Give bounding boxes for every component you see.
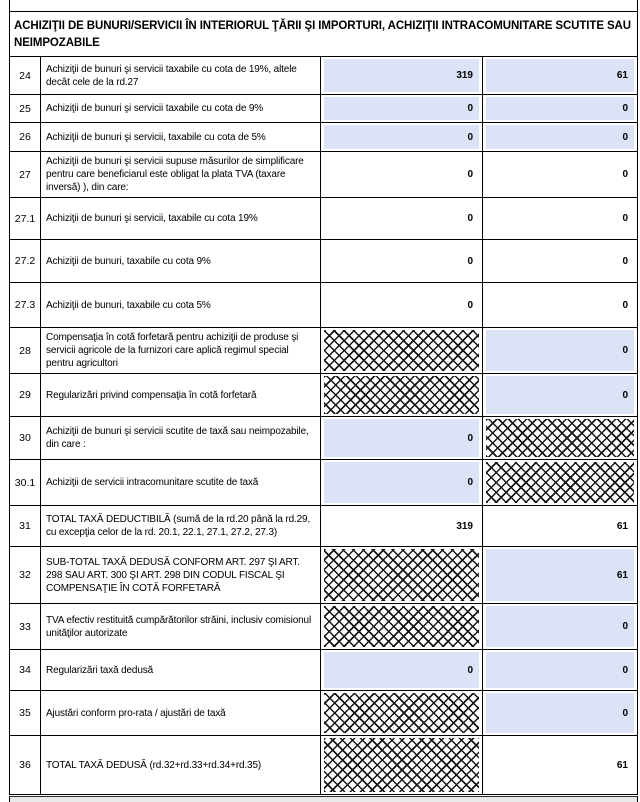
value-cell-col2 — [482, 650, 637, 690]
table-row-25 — [10, 95, 637, 123]
table-row-36 — [10, 736, 637, 795]
amount-readonly: 0 — [622, 299, 628, 311]
amount-input[interactable]: 0 — [486, 97, 634, 120]
table-row-28 — [10, 328, 637, 374]
value-cell-col1 — [321, 650, 482, 690]
table-row-30 — [10, 417, 637, 460]
next-section-strip — [9, 796, 638, 802]
table-row-29 — [10, 374, 637, 417]
value-cell-col1 — [321, 152, 482, 197]
table-row-33 — [10, 604, 637, 650]
row-number: 29 — [10, 374, 41, 416]
value-cell-col1 — [321, 240, 482, 282]
row-number: 30 — [10, 417, 41, 459]
value-cell-col2 — [482, 283, 637, 327]
row-number: 35 — [10, 691, 41, 735]
hatched-cell — [324, 549, 479, 601]
row-number: 28 — [10, 328, 41, 373]
amount-input[interactable]: 0 — [486, 330, 634, 371]
row-description: Regularizări taxă dedusă — [41, 650, 321, 690]
amount-input[interactable]: 0 — [486, 652, 634, 688]
section-title: ACHIZIŢII DE BUNURI/SERVICII ÎN INTERIORUL ŢĂRII ŞI IMPORTURI, ACHIZIŢII INTRACOMUNITARE SCUTITE SAU NEIMPOZABILE — [10, 11, 637, 57]
vat-purchases-table — [9, 0, 638, 795]
hatched-cell — [324, 330, 479, 371]
value-cell-col2 — [482, 604, 637, 649]
row-description: Achiziţii de bunuri şi servicii scutite de taxă sau neimpozabile, din care : — [41, 417, 321, 459]
table-row-27.1 — [10, 198, 637, 240]
amount-readonly: 0 — [622, 169, 628, 180]
amount-readonly: 0 — [467, 213, 473, 224]
value-cell-col2 — [482, 417, 637, 459]
table-row-35 — [10, 691, 637, 736]
table-row-27 — [10, 152, 637, 198]
row-description: SUB-TOTAL TAXĂ DEDUSĂ CONFORM ART. 297 ŞI ART. 298 SAU ART. 300 ŞI ART. 298 DIN CODUL FISCAL ŞI COMPENSAŢIE ÎN COTĂ FORFETARĂ — [41, 547, 321, 603]
row-description: TOTAL TAXĂ DEDUCTIBILĂ (sumă de la rd.20 până la rd.29, cu excepţia celor de la rd. 20.1, 22.1, 27.1, 27.2, 27.3) — [41, 506, 321, 546]
amount-input[interactable]: 0 — [324, 97, 479, 120]
value-cell-col2 — [482, 95, 637, 122]
row-description: Achiziţii de bunuri, taxabile cu cota 9% — [41, 240, 321, 282]
row-number: 30.1 — [10, 460, 41, 505]
value-cell-col1 — [321, 460, 482, 505]
amount-readonly: 0 — [622, 213, 628, 224]
amount-readonly: 61 — [616, 759, 628, 771]
amount-readonly: 0 — [467, 169, 473, 180]
row-number: 27.3 — [10, 283, 41, 327]
value-cell-col1 — [321, 691, 482, 735]
value-cell-col1 — [321, 506, 482, 546]
table-rows-container — [10, 57, 637, 795]
table-row-26 — [10, 123, 637, 152]
row-description: Achiziţii de bunuri şi servicii, taxabile cu cota 19% — [41, 198, 321, 239]
amount-readonly: 319 — [456, 520, 473, 532]
value-cell-col1 — [321, 198, 482, 239]
table-row-24 — [10, 57, 637, 95]
row-description: Achiziţii de bunuri şi servicii taxabile cu cota de 9% — [41, 95, 321, 122]
value-cell-col2 — [482, 460, 637, 505]
row-number: 25 — [10, 95, 41, 122]
value-cell-col1 — [321, 374, 482, 416]
amount-readonly: 0 — [467, 255, 473, 267]
value-cell-col2 — [482, 328, 637, 373]
row-description: Achiziţii de bunuri, taxabile cu cota 5% — [41, 283, 321, 327]
value-cell-col1 — [321, 328, 482, 373]
amount-input[interactable]: 0 — [324, 462, 479, 503]
row-description: TVA efectiv restituită cumpărătorilor străini, inclusiv comisionul unităţilor autorizate — [41, 604, 321, 649]
row-description: Achiziţii de bunuri şi servicii, taxabile cu cota de 5% — [41, 123, 321, 151]
amount-input[interactable]: 0 — [324, 419, 479, 457]
amount-input[interactable]: 0 — [324, 652, 479, 688]
value-cell-col1 — [321, 95, 482, 122]
value-cell-col1 — [321, 57, 482, 94]
amount-input[interactable]: 0 — [324, 125, 479, 149]
row-number: 27 — [10, 152, 41, 197]
value-cell-col2 — [482, 374, 637, 416]
table-row-27.3 — [10, 283, 637, 328]
table-row-31 — [10, 506, 637, 547]
amount-readonly: 61 — [616, 520, 628, 532]
value-cell-col1 — [321, 604, 482, 649]
hatched-cell — [324, 738, 479, 792]
hatched-cell — [324, 693, 479, 733]
row-number: 34 — [10, 650, 41, 690]
value-cell-col1 — [321, 123, 482, 151]
table-row-32 — [10, 547, 637, 604]
row-description: Compensaţia în cotă forfetară pentru achiziţii de produse şi servicii agricole de la furnizori care aplică regimul special pentru agricultori — [41, 328, 321, 373]
amount-input[interactable]: 0 — [486, 125, 634, 149]
value-cell-col1 — [321, 417, 482, 459]
table-row-27.2 — [10, 240, 637, 283]
row-description: Regularizări privind compensaţia în cotă forfetară — [41, 374, 321, 416]
row-number: 31 — [10, 506, 41, 546]
amount-input[interactable]: 61 — [486, 549, 634, 601]
row-description: Achiziţii de bunuri şi servicii supuse măsurilor de simplificare pentru care beneficiarul este obligat la plata TVA (taxare inversă) ), din care: — [41, 152, 321, 197]
value-cell-col2 — [482, 547, 637, 603]
value-cell-col1 — [321, 547, 482, 603]
value-cell-col2 — [482, 57, 637, 94]
value-cell-col2 — [482, 506, 637, 546]
value-cell-col2 — [482, 736, 637, 794]
hatched-cell — [486, 462, 634, 503]
amount-input[interactable]: 61 — [486, 59, 634, 92]
amount-input[interactable]: 319 — [324, 59, 479, 92]
value-cell-col2 — [482, 198, 637, 239]
amount-input[interactable]: 0 — [486, 693, 634, 733]
row-number: 27.2 — [10, 240, 41, 282]
amount-input[interactable]: 0 — [486, 606, 634, 647]
row-description: Ajustări conform pro-rata / ajustări de taxă — [41, 691, 321, 735]
value-cell-col2 — [482, 152, 637, 197]
row-number: 27.1 — [10, 198, 41, 239]
amount-readonly: 0 — [467, 299, 473, 311]
amount-input[interactable]: 0 — [486, 376, 634, 414]
hatched-cell — [324, 376, 479, 414]
value-cell-col2 — [482, 240, 637, 282]
row-number: 24 — [10, 57, 41, 94]
row-description: TOTAL TAXĂ DEDUSĂ (rd.32+rd.33+rd.34+rd.35) — [41, 736, 321, 794]
row-description: Achiziţii de bunuri şi servicii taxabile cu cota de 19%, altele decât cele de la rd.27 — [41, 57, 321, 94]
table-row-34 — [10, 650, 637, 691]
table-row-30.1 — [10, 460, 637, 506]
amount-readonly: 0 — [622, 255, 628, 267]
hatched-cell — [486, 419, 634, 457]
row-description: Achiziţii de servicii intracomunitare scutite de taxă — [41, 460, 321, 505]
value-cell-col1 — [321, 736, 482, 794]
row-number: 32 — [10, 547, 41, 603]
row-number: 36 — [10, 736, 41, 794]
value-cell-col1 — [321, 283, 482, 327]
value-cell-col2 — [482, 691, 637, 735]
row-number: 26 — [10, 123, 41, 151]
hatched-cell — [324, 606, 479, 647]
value-cell-col2 — [482, 123, 637, 151]
row-number: 33 — [10, 604, 41, 649]
